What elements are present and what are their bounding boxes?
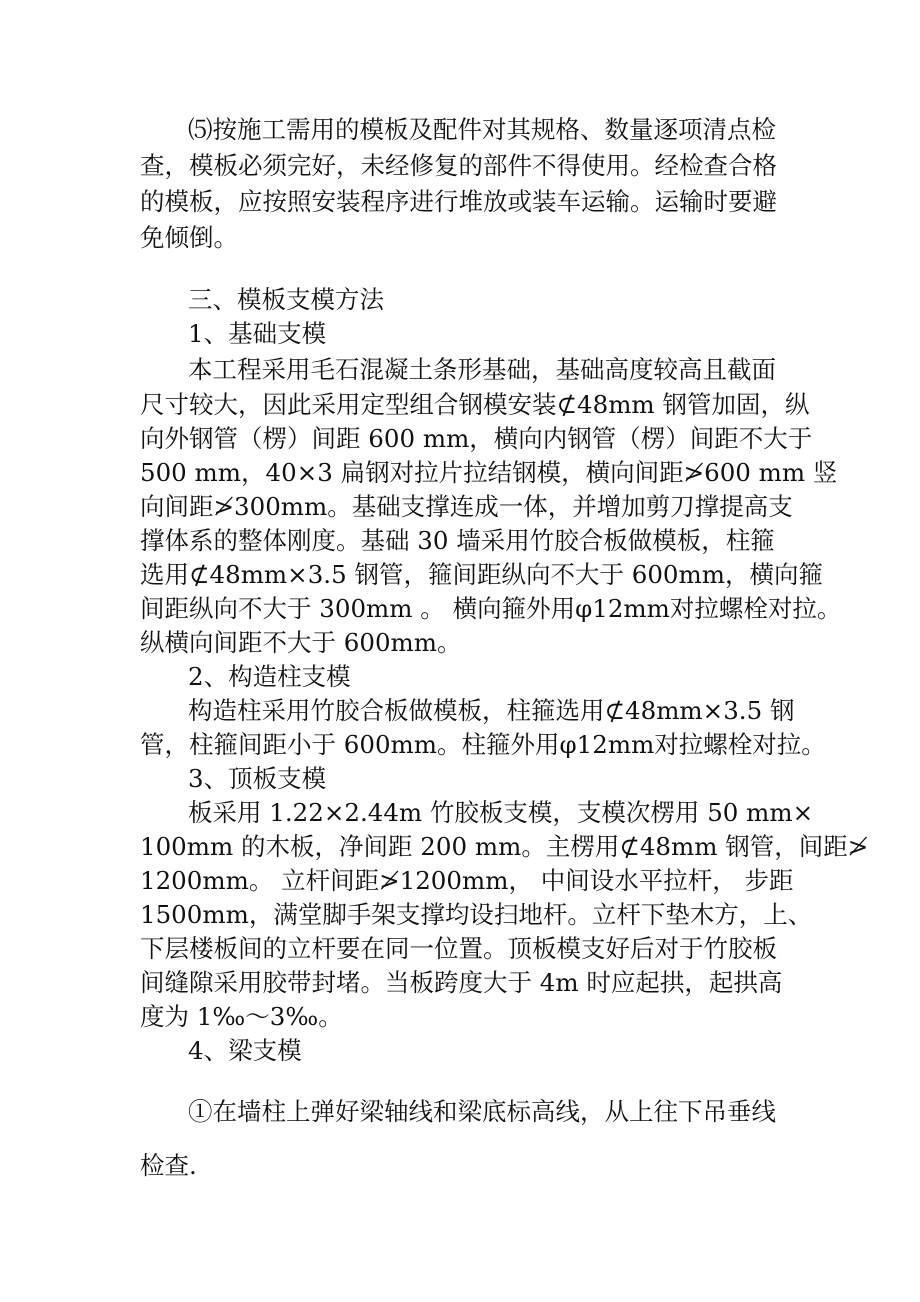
text-line: 选用⊄48mm×3.5 钢管，箍间距纵向不大于 600mm，横向箍	[140, 560, 823, 589]
text-line: 本工程采用毛石混凝土条形基础，基础高度较高且截面	[188, 355, 776, 384]
text-line: 度为 1‰～3‰。	[140, 1002, 343, 1031]
text-line: 尺寸较大，因此采用定型组合钢模安装⊄48mm 钢管加固，纵	[140, 390, 810, 419]
text-line: 下层楼板间的立杆要在同一位置。顶板模支好后对于竹胶板	[140, 934, 777, 963]
text-line: 查，模板必须完好，未经修复的部件不得使用。经检查合格	[140, 151, 777, 180]
section-heading: 三、模板支模方法	[188, 285, 384, 314]
text-line: 1200mm。 立杆间距≯1200mm， 中间设水平拉杆， 步距	[140, 866, 794, 895]
text-line: 纵横向间距不大于 600mm。	[140, 628, 462, 657]
subsection-heading: 2、构造柱支模	[188, 662, 351, 691]
subsection-heading: 3、顶板支模	[188, 764, 327, 793]
subsection-heading: 4、梁支模	[188, 1036, 302, 1065]
subsection-heading: 1、基础支模	[188, 319, 327, 348]
text-line: 检查.	[140, 1151, 197, 1180]
text-line: 管，柱箍间距小于 600mm。柱箍外用φ12mm对拉螺栓对拉。	[140, 730, 826, 759]
text-line: 1500mm，满堂脚手架支撑均设扫地杆。立杆下垫木方，上、	[140, 900, 813, 929]
text-line: 的模板，应按照安装程序进行堆放或装车运输。运输时要避	[140, 187, 777, 216]
text-line: 向外钢管（楞）间距 600 mm，横向内钢管（楞）间距不大于	[140, 424, 813, 453]
text-line: 100mm 的木板，净间距 200 mm。主楞用⊄48mm 钢管，间距≯	[140, 832, 869, 861]
text-line: 免倾倒。	[140, 223, 238, 252]
text-line: 间距纵向不大于 300mm 。 横向箍外用φ12mm对拉螺栓对拉。	[140, 594, 842, 623]
text-line: ①在墙柱上弹好梁轴线和梁底标高线，从上往下吊垂线	[188, 1097, 776, 1126]
text-line: 板采用 1.22×2.44m 竹胶板支模，支模次楞用 50 mm×	[188, 798, 814, 827]
text-line: ⑸按施工需用的模板及配件对其规格、数量逐项清点检	[188, 115, 776, 144]
text-line: 500 mm，40×3 扁钢对拉片拉结钢模，横向间距≯600 mm 竖	[140, 458, 838, 487]
text-line: 撑体系的整体刚度。基础 30 墙采用竹胶合板做模板，柱箍	[140, 526, 775, 555]
text-line: 向间距≯300mm。基础支撑连成一体，并增加剪刀撑提高支	[140, 492, 793, 521]
text-line: 间缝隙采用胶带封堵。当板跨度大于 4m 时应起拱，起拱高	[140, 968, 783, 997]
text-line: 构造柱采用竹胶合板做模板，柱箍选用⊄48mm×3.5 钢	[188, 696, 795, 725]
